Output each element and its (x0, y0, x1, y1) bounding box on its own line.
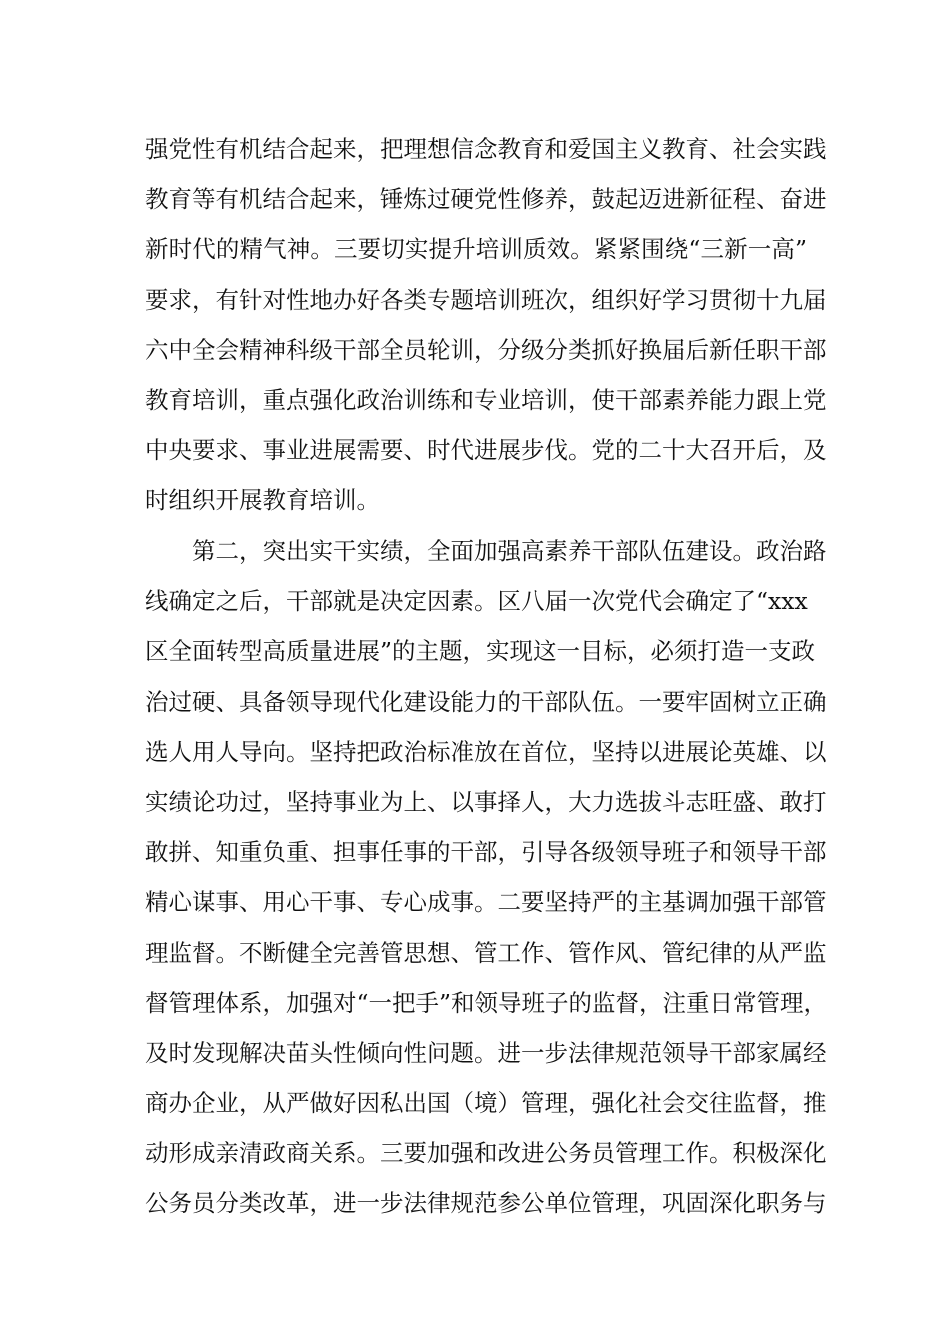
text-line: 中央要求、事业进展需要、时代进展步伐。党的二十大召开后，及 (145, 436, 827, 465)
text-line: 商办企业，从严做好因私出国（境）管理，强化社会交往监督，推 (145, 1089, 827, 1118)
text-line: 时组织开展教育培训。 (145, 486, 380, 515)
text-line: 理监督。不断健全完善管思想、管工作、管作风、管纪律的从严监 (145, 938, 827, 967)
text-line: 选人用人导向。坚持把政治标准放在首位，坚持以进展论英雄、以 (145, 737, 827, 766)
text-line: 教育培训，重点强化政治训练和专业培训，使干部素养能力跟上党 (145, 385, 827, 414)
text-line: 敢拼、知重负重、担事任事的干部，引导各级领导班子和领导干部 (145, 838, 827, 867)
text-line: 督管理体系，加强对“一把手”和领导班子的监督，注重日常管理， (145, 988, 828, 1017)
text-line-indented: 第二，突出实干实绩，全面加强高素养干部队伍建设。政治路 (192, 537, 827, 565)
text-line: 新时代的精气神。三要切实提升培训质效。紧紧围绕“三新一高” (145, 235, 807, 264)
text-line: 公务员分类改革，进一步法律规范参公单位管理，巩固深化职务与 (145, 1189, 827, 1218)
text-line: 教育等有机结合起来，锤炼过硬党性修养，鼓起迈进新征程、奋进 (145, 185, 827, 214)
text-line: 六中全会精神科级干部全员轮训，分级分类抓好换届后新任职干部 (145, 335, 827, 364)
text-line: 实绩论功过，坚持事业为上、以事择人，大力选拔斗志旺盛、敢打 (145, 787, 827, 816)
text-line: 要求，有针对性地办好各类专题培训班次，组织好学习贯彻十九届 (145, 285, 827, 314)
paragraph-cadre-team-building (145, 526, 828, 1229)
text-line: 动形成亲清政商关系。三要加强和改进公务员管理工作。积极深化 (145, 1139, 827, 1168)
text-line: 线确定之后，干部就是决定因素。区八届一次党代会确定了“xxx (145, 587, 808, 616)
paragraph-training-quality (145, 124, 827, 526)
text-line: 区全面转型高质量进展”的主题，实现这一目标，必须打造一支政 (145, 637, 816, 666)
text-line: 及时发现解决苗头性倾向性问题。进一步法律规范领导干部家属经 (145, 1038, 827, 1067)
text-line: 强党性有机结合起来，把理想信念教育和爱国主义教育、社会实践 (145, 135, 827, 163)
text-line: 精心谋事、用心干事、专心成事。二要坚持严的主基调加强干部管 (145, 888, 827, 917)
text-line: 治过硬、具备领导现代化建设能力的干部队伍。一要牢固树立正确 (145, 687, 827, 716)
